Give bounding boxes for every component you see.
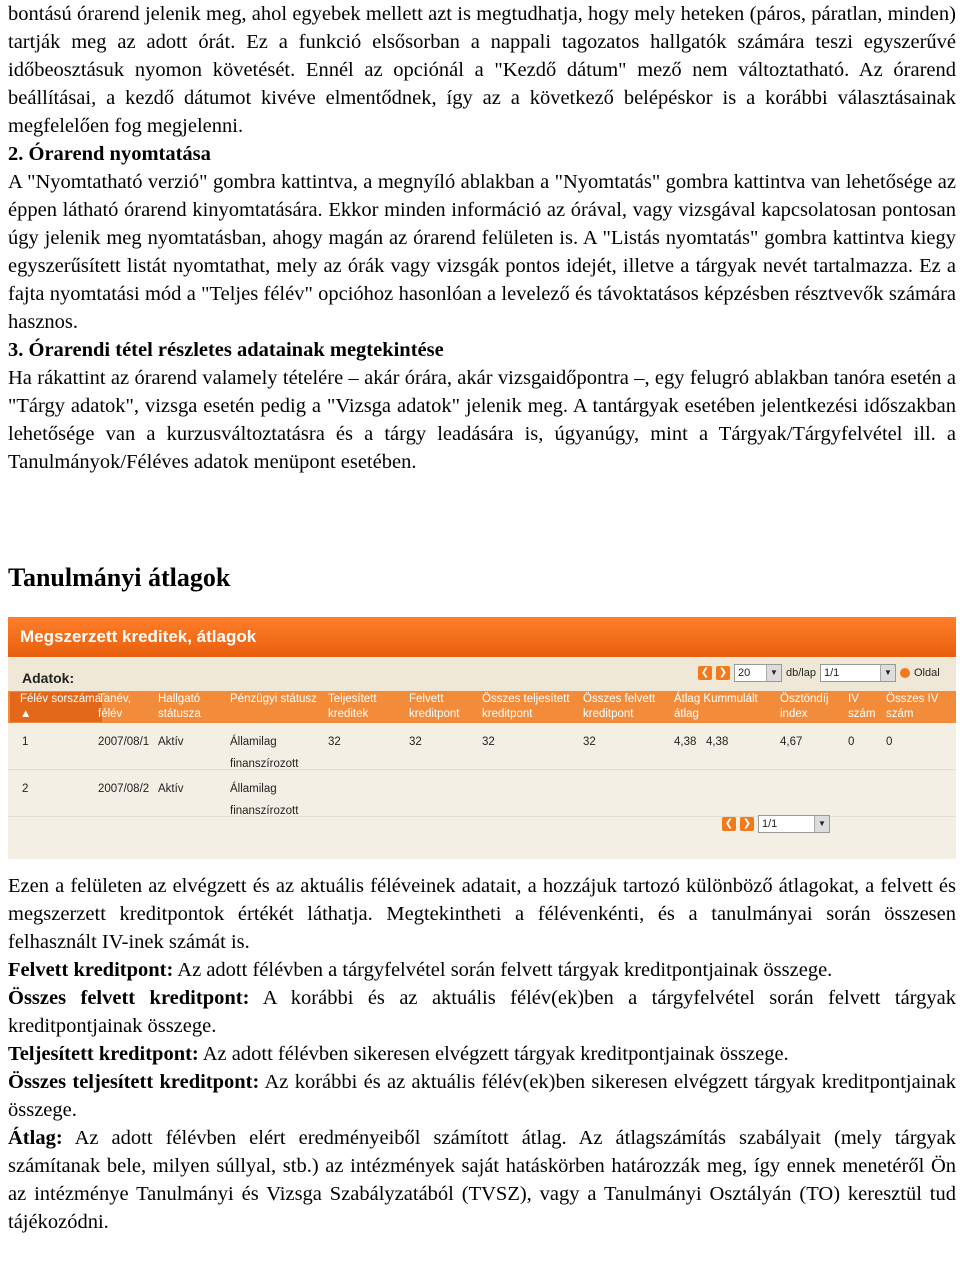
section-title: Tanulmányi átlagok <box>8 563 231 592</box>
col-average[interactable]: Átlag Kummulált átlag <box>674 693 758 720</box>
col-iv-count[interactable]: IV szám <box>848 693 876 720</box>
page-size-select[interactable] <box>734 664 782 682</box>
data-label: Adatok: <box>22 670 75 686</box>
term: Felvett kreditpont: <box>8 959 174 981</box>
col-total-completed-credits[interactable]: Összes teljesített kreditpont <box>482 693 570 720</box>
bottom-page-select-value: 1/1 <box>762 818 778 830</box>
term: Összes felvett kreditpont: <box>8 987 250 1009</box>
page-size-label: db/lap <box>786 667 816 679</box>
cell-academic-year: 2007/08/2 <box>98 783 150 795</box>
table-header <box>8 691 956 723</box>
definition: Az adott félévben a tárgyfelvétel során felvett tárgyak kreditpontjainak összege. <box>173 959 833 981</box>
pages-label: Oldal <box>913 667 940 679</box>
chevron-down-icon: ▼ <box>814 816 829 832</box>
bottom-page-select[interactable] <box>758 815 830 833</box>
section-3-text: Ha rákattint az órarend valamely tételére – akár órára, akár vizsgaidőpontra –, egy felugró ablakban tanóra esetén a "Tárgy adatok", vizsga esetén pedig a "Vizsga adatok" jelenik meg. A tantárgyak esetében jelentkezési időszakban lehetősége van a kurzusváltoztatásra és a tárgy leadására is, úgyanúgy, mint a Tárgyak/Tárgyfelvétel ill. a Tanulmányok/Féléves adatok menüpont esetében. <box>8 367 956 473</box>
term: Átlag: <box>8 1127 63 1149</box>
cell-student-status: Aktív <box>158 736 184 748</box>
col-total-iv-count[interactable]: Összes IV szám <box>886 693 939 720</box>
credits-screenshot <box>8 617 956 859</box>
term: Összes teljesített kreditpont: <box>8 1071 260 1093</box>
cell-academic-year: 2007/08/1 <box>98 736 150 748</box>
page-size-value: 20 <box>738 667 751 679</box>
chevron-down-icon: ▼ <box>766 665 781 681</box>
col-registered-credits[interactable]: Felvett kreditpont <box>409 693 460 720</box>
definition: Az adott félévben sikeresen elvégzett tárgyak kreditpontjainak összege. <box>198 1043 789 1065</box>
prev-page-icon[interactable]: ❮ <box>698 666 712 680</box>
definition: Az adott félévben elért eredményeiből számított átlag. Az átlagszámítás szabályait (mely tárgyak számítanak bele, milyen súllyal, stb.) az intézmények saját hatáskörben határozzák meg, így ennek menetéről Ön az intézménye Tanulmányi és Vizsga Szabályzatából (TVSZ), vagy a Tanulmányi Osztályán (TO) keresztül tud tájékozódni. <box>8 1127 956 1233</box>
col-student-status[interactable]: Hallgató státusza <box>158 693 201 720</box>
cell-scholarship-index: 4,67 <box>780 736 803 748</box>
definition-completed-credits <box>8 1040 956 1068</box>
prev-page-icon[interactable]: ❮ <box>722 817 736 831</box>
description-paragraph: Ezen a felületen az elvégzett és az aktuális féléveinek adatait, a hozzájuk tartozó különböző átlagokat, a felvett és megszerzett kreditpontok értékét láthatja. Megtekintheti a félévenkénti, és a tanulmányai során összesen felhasznált IV-inek számát is. <box>8 875 956 953</box>
cell-semester-number: 1 <box>22 736 29 748</box>
col-total-registered-credits[interactable]: Összes felvett kreditpont <box>583 693 656 720</box>
cell-completed-credits: 32 <box>328 736 341 748</box>
pages-bullet-icon <box>900 668 910 678</box>
col-financial-status[interactable]: Pénzügyi státusz <box>230 693 317 705</box>
intro-paragraph: bontású órarend jelenik meg, ahol egyebek mellett azt is megtudhatja, hogy mely heteken (páros, páratlan, minden) tartják meg az adott órát. Ez a funkció elsősorban a nappali tagozatos hallgatók számára teszi egyszerűvé időbeosztásuk nyomon követését. Ennél az opciónál a "Kezdő dátum" mező nem változtatható. Az órarend beállításai, a kezdő dátumot kivéve elmentődnek, így az a következő belépéskor is a korábbi választásainak megfelelően fog megjelenni. <box>8 3 956 137</box>
section-2-text: A "Nyomtatható verzió" gombra kattintva, a megnyíló ablakban a "Nyomtatás" gombra kattintva van lehetősége az éppen látható órarend kinyomtatására. Ekkor minden információ az órával, vagy vizsgával kapcsolatosan pontosan úgy jelenik meg nyomtatásban, ahogy magán az órarend felületen is. A "Listás nyomtatás" gombra kattintva kiegy egyszerűsített listát nyomtathat, mely az órák vagy vizsgák pontos idejét, illetve a tárgyak nevét tartalmazza. Ez a fajta nyomtatási mód a "Teljes félév" opcióhoz hasonlóan a levelező és távoktatásos képzésben résztvevők számára hasznos. <box>8 171 956 333</box>
page-select-value: 1/1 <box>823 667 840 679</box>
section-2 <box>8 140 956 336</box>
chevron-down-icon: ▼ <box>880 665 895 681</box>
definition-average <box>8 1124 956 1236</box>
term: Teljesített kreditpont: <box>8 1043 199 1065</box>
col-completed-credits[interactable]: Teljesített kreditek <box>328 693 377 720</box>
cell-iv-count: 0 <box>848 736 855 748</box>
col-scholarship-index[interactable]: Ösztöndíj index <box>780 693 829 720</box>
cell-financial-status: Államilag finanszírozott <box>230 783 299 817</box>
cell-total-registered-credits: 32 <box>583 736 596 748</box>
cell-student-status: Aktív <box>158 783 184 795</box>
panel-toolbar <box>8 657 956 691</box>
definition-total-completed-credits <box>8 1068 956 1124</box>
definition-registered-credits <box>8 956 956 984</box>
table-row[interactable] <box>8 723 956 770</box>
credits-table <box>8 691 956 817</box>
page-select[interactable] <box>820 664 896 682</box>
col-academic-year[interactable]: Tanév, félév <box>98 693 132 720</box>
definition-total-registered-credits <box>8 984 956 1040</box>
next-page-icon[interactable]: ❯ <box>716 666 730 680</box>
section-2-heading: 2. Órarend nyomtatása <box>8 143 211 165</box>
cell-total-iv-count: 0 <box>886 736 893 748</box>
panel-title: Megszerzett kreditek, átlagok <box>8 617 956 657</box>
table-row[interactable] <box>8 770 956 817</box>
bottom-pager <box>722 815 830 833</box>
cell-total-completed-credits: 32 <box>482 736 495 748</box>
definition: A korábbi és az aktuális félév(ek)ben a tárgyfelvétel során felvett tárgyak kreditpontjainak összege. <box>8 987 956 1037</box>
section-3 <box>8 336 956 476</box>
section-3-heading: 3. Órarendi tétel részletes adatainak megtekintése <box>8 339 444 361</box>
cell-semester-number: 2 <box>22 783 29 795</box>
top-pager <box>698 662 940 684</box>
definition: Az korábbi és az aktuális félév(ek)ben sikeresen elvégzett tárgyak kreditpontjainak összege. <box>8 1071 956 1121</box>
next-page-icon[interactable]: ❯ <box>740 817 754 831</box>
cell-financial-status: Államilag finanszírozott <box>230 736 299 770</box>
col-semester-number[interactable]: Félév sorszáma ▲ <box>10 692 102 722</box>
cell-registered-credits: 32 <box>409 736 422 748</box>
cell-average: 4,38 4,38 <box>674 736 729 748</box>
